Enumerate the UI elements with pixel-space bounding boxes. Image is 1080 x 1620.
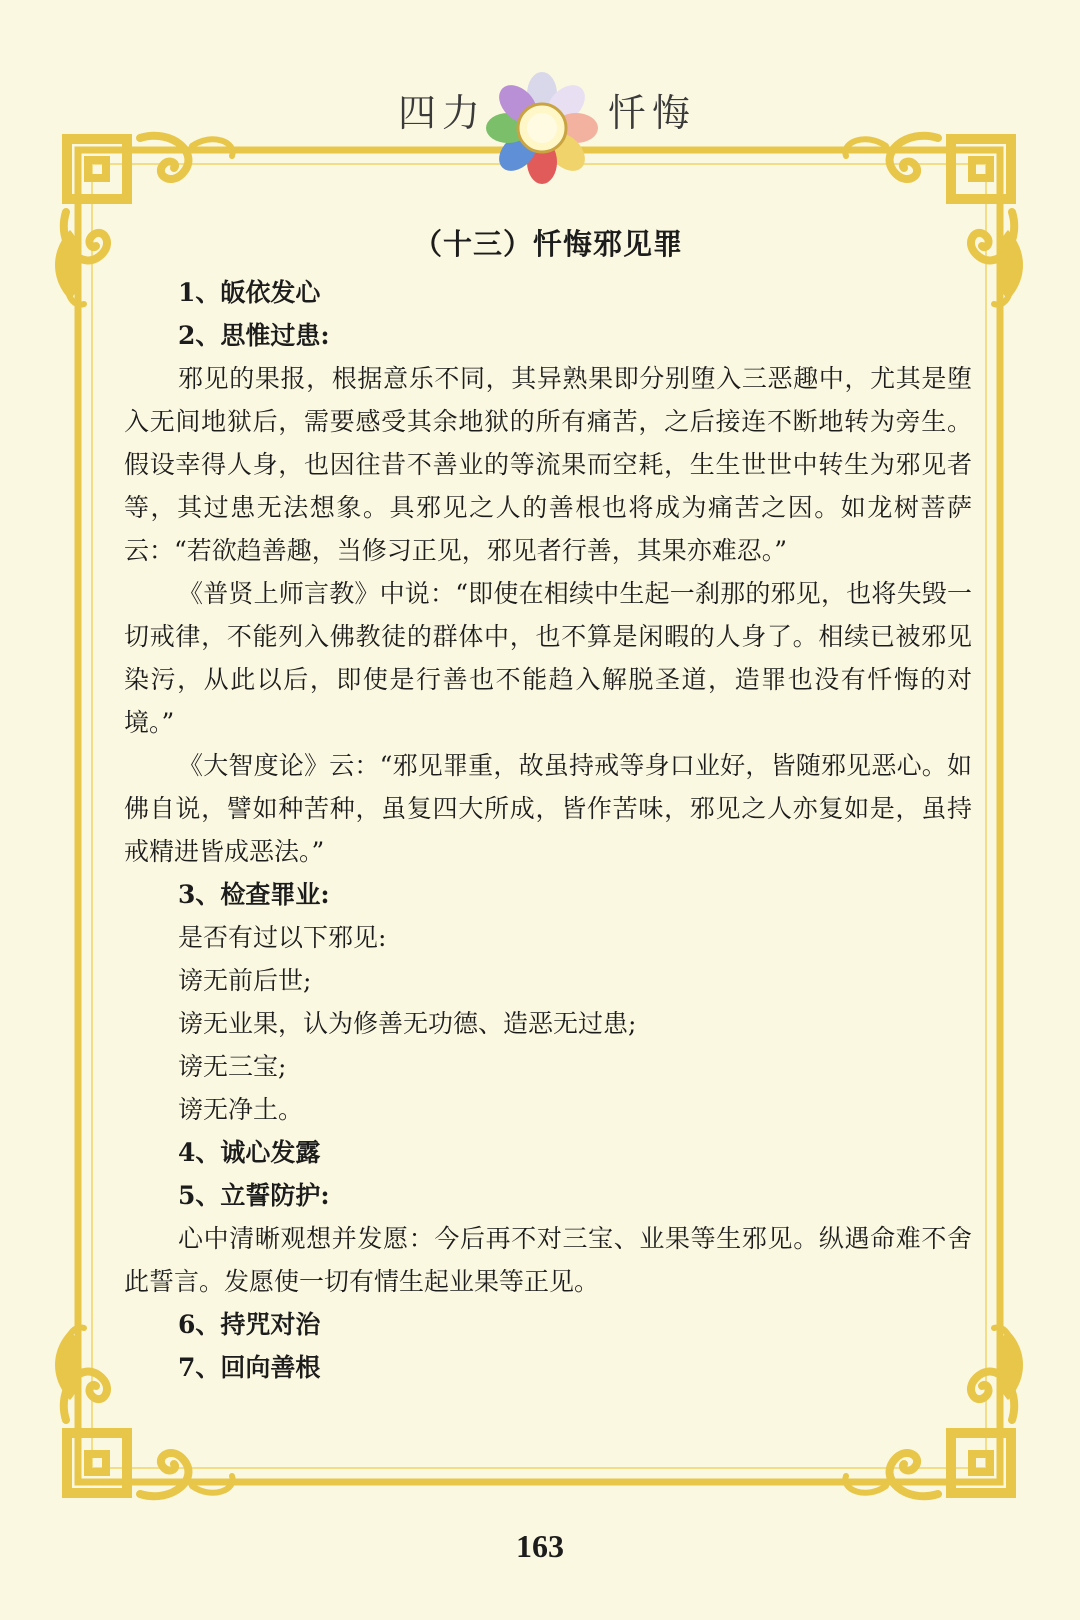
- list-item: 谤无前后世;: [178, 966, 312, 995]
- step-heading-1: 1、皈依发心: [178, 278, 321, 307]
- page-body: [124, 212, 972, 1389]
- lotus-emblem-icon: [486, 72, 598, 184]
- step-heading-7: 7、回向善根: [178, 1353, 321, 1382]
- header-right-text: 忏悔: [608, 91, 697, 135]
- page-header: [0, 78, 1080, 188]
- page-number: 163: [516, 1528, 564, 1564]
- section-title: （十三）忏悔邪见罪: [412, 227, 683, 261]
- paragraph-quote-dazhidu: 《大智度论》云：“邪见罪重，故虽持戒等身口业好，皆随邪见恶心。如佛自说，譬如种苦种，虽复四大所成，皆作苦味，邪见之人亦复如是，虽持戒精进皆成恶法。”: [124, 751, 972, 866]
- step-heading-2: 2、思惟过患:: [178, 321, 330, 350]
- step-heading-6: 6、持咒对治: [178, 1310, 321, 1339]
- paragraph-vow: 心中清晰观想并发愿：今后再不对三宝、业果等生邪见。纵遇命难不舍此誓言。发愿使一切有情生起业果等正见。: [124, 1224, 972, 1296]
- paragraph-retribution: 邪见的果报，根据意乐不同，其异熟果即分别堕入三恶趣中，尤其是堕入无间地狱后，需要感受其余地狱的所有痛苦，之后接连不断地转为旁生。假设幸得人身，也因往昔不善业的等流果而空耗，生生世世中转生为邪见者等，其过患无法想象。具邪见之人的善根也将成为痛苦之因。如龙树菩萨云：“若欲趋善趣，当修习正见，邪见者行善，其果亦难忍。”: [124, 364, 972, 565]
- list-item: 谤无三宝;: [178, 1052, 287, 1081]
- list-item: 谤无业果，认为修善无功德、造恶无过患;: [178, 1009, 637, 1038]
- list-item: 谤无净土。: [178, 1095, 304, 1124]
- header-left-text: 四力: [398, 91, 487, 135]
- step-heading-4: 4、诚心发露: [178, 1138, 321, 1167]
- step-heading-3: 3、检查罪业:: [178, 880, 330, 909]
- step-heading-5: 5、立誓防护:: [178, 1181, 330, 1210]
- paragraph-quote-puxian: 《普贤上师言教》中说：“即使在相续中生起一刹那的邪见，也将失毁一切戒律，不能列入佛教徒的群体中，也不算是闲暇的人身了。相续已被邪见染污，从此以后，即使是行善也不能趋入解脱圣道，造罪也没有忏悔的对境。”: [124, 579, 972, 737]
- check-intro: 是否有过以下邪见:: [178, 923, 387, 952]
